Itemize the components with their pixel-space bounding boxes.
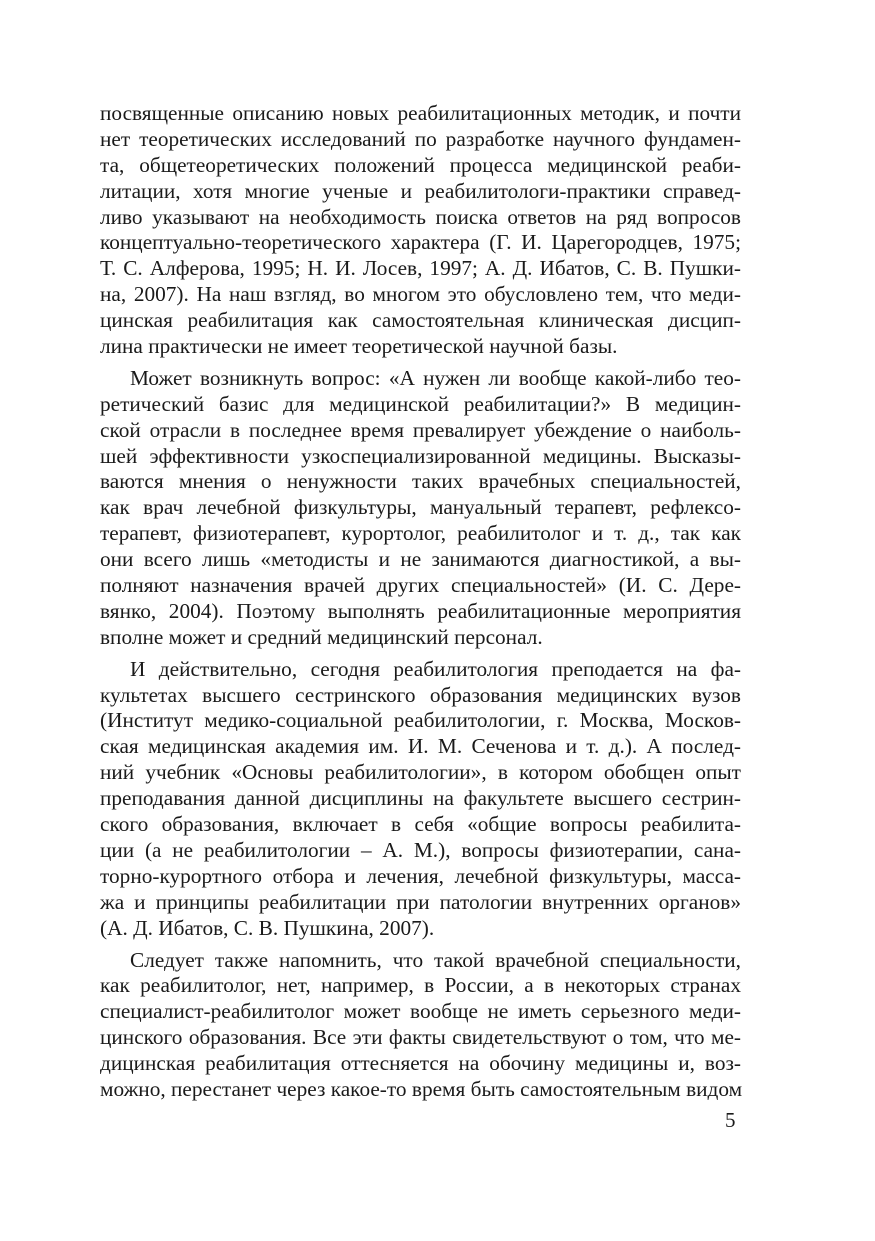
text-line: Т. С. Алферова, 1995; Н. И. Лосев, 1997; А. Д. Ибатов, С. В. Пушки- <box>100 256 741 281</box>
text-line: на, 2007). На наш взгляд, во многом это обусловлено тем, что меди- <box>100 282 741 307</box>
text-line: ний учебник «Основы реабилитологии», в котором обобщен опыт <box>100 760 741 785</box>
text-line: вполне может и средний медицинский персонал. <box>100 624 543 649</box>
text-line: концептуально-теоретического характера (Г. И. Царегородцев, 1975; <box>100 230 741 255</box>
text-line: ваются мнения о ненужности таких врачебных специальностей, <box>100 469 741 494</box>
text-line: Следует также напомнить, что такой врачебной специальности, <box>130 947 741 972</box>
text-line: ская медицинская академия им. И. М. Сеченова и т. д.). А послед- <box>100 734 741 759</box>
text-line: лина практически не имеет теоретической научной базы. <box>100 334 618 359</box>
text-line: (Институт медико-социальной реабилитологии, г. Москва, Москов- <box>100 708 741 733</box>
text-line: дицинская реабилитация оттесняется на обочину медицины и, воз- <box>100 1051 741 1076</box>
text-line: Может возникнуть вопрос: «А нужен ли вообще какой-либо тео- <box>130 365 741 390</box>
text-line: ского образования, включает в себя «общие вопросы реабилита- <box>100 812 741 837</box>
text-line: торно-курортного отбора и лечения, лечебной физкультуры, масса- <box>100 863 741 888</box>
text-line: цинского образования. Все эти факты свидетельствуют о том, что ме- <box>100 1025 741 1050</box>
text-line: ретический базис для медицинской реабилитации?» В медицин- <box>100 391 741 416</box>
text-line: шей эффективности узкоспециализированной медицины. Высказы- <box>100 443 741 468</box>
text-line: полняют назначения врачей других специальностей» (И. С. Дере- <box>100 573 741 598</box>
text-line: ливо указывают на необходимость поиска ответов на ряд вопросов <box>100 204 741 229</box>
text-line: литации, хотя многие ученые и реабилитологи-практики справед- <box>100 178 741 203</box>
text-line: преподавания данной дисциплины на факультете высшего сестрин- <box>100 786 741 811</box>
text-line: вянко, 2004). Поэтому выполнять реабилитационные мероприятия <box>100 598 741 623</box>
text-line: культетах высшего сестринского образования медицинских вузов <box>100 682 741 707</box>
text-line: как реабилитолог, нет, например, в России, а в некоторых странах <box>100 973 741 998</box>
text-line: цинская реабилитация как самостоятельная клиническая дисцип- <box>100 308 741 333</box>
text-line: посвященные описанию новых реабилитационных методик, и почти <box>100 101 741 125</box>
text-line: И действительно, сегодня реабилитология преподается на фа- <box>130 656 741 681</box>
text-line: та, общетеоретических положений процесса медицинской реаби- <box>100 152 741 177</box>
text-line: жа и принципы реабилитации при патологии внутренних органов» <box>100 889 741 914</box>
text-line: терапевт, физиотерапевт, курортолог, реабилитолог и т. д., так как <box>100 521 741 546</box>
text-line: нет теоретических исследований по разработке научного фундамен- <box>100 126 741 151</box>
text-line: ции (а не реабилитологии – А. М.), вопросы физиотерапии, сана- <box>100 837 741 862</box>
paragraph-4 <box>100 948 741 1103</box>
text-line: специалист-реабилитолог может вообще не иметь серьезного меди- <box>100 999 741 1024</box>
text-line: можно, перестанет через какое-то время быть самостоятельным видом <box>100 1076 743 1101</box>
paragraph-3 <box>100 657 741 942</box>
text-line: (А. Д. Ибатов, С. В. Пушкина, 2007). <box>100 915 435 940</box>
page-body <box>100 101 741 1103</box>
text-line: они всего лишь «методисты и не занимаются диагностикой, а вы- <box>100 547 741 572</box>
page-number: 5 <box>725 1108 736 1132</box>
text-line: ской отрасли в последнее время превалирует убеждение о наиболь- <box>100 417 741 442</box>
paragraph-2 <box>100 366 741 651</box>
text-line: как врач лечебной физкультуры, мануальный терапевт, рефлексо- <box>100 495 741 520</box>
paragraph-1 <box>100 101 741 360</box>
